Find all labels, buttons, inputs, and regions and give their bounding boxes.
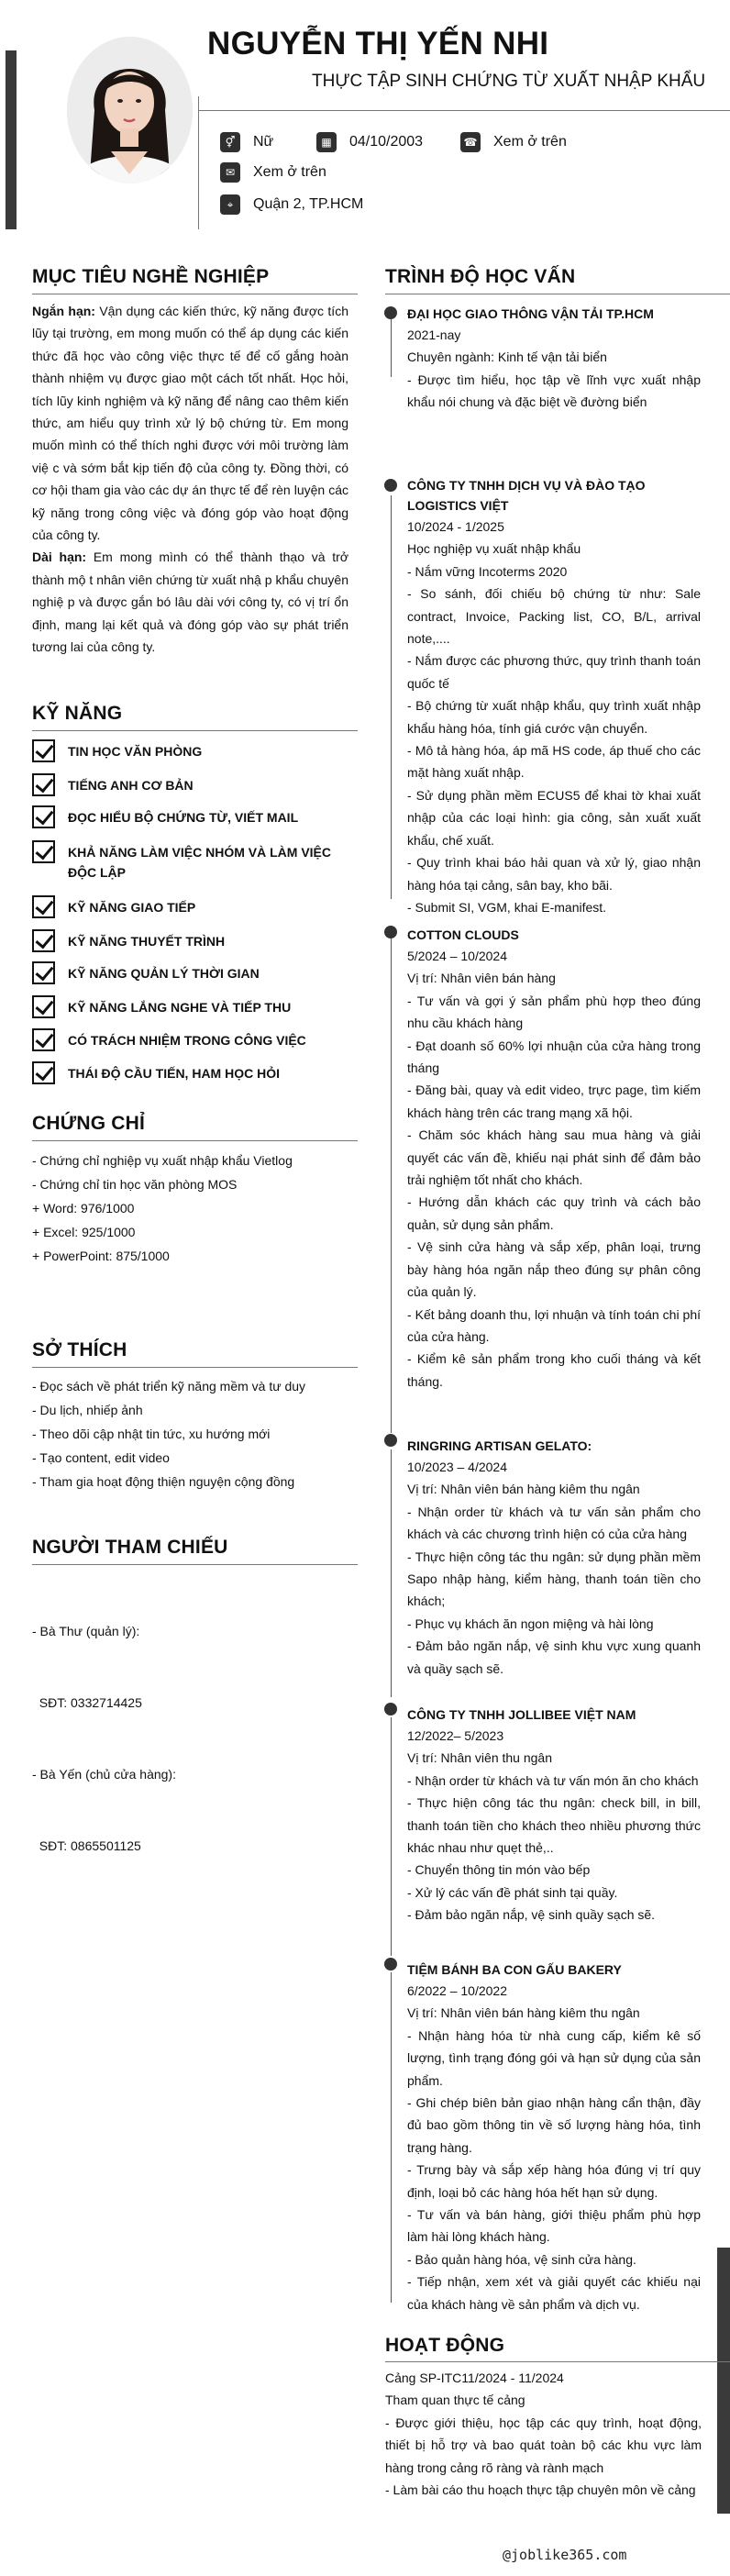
- experience-line: - Ghi chép biên bản giao nhận hàng cẩn thận, đầy đủ bao gồm thông tin về số lượng hàng hóa, tình trạng hàng.: [407, 2095, 701, 2155]
- certificate-item: + Excel: 925/1000: [32, 1225, 136, 1239]
- right-accent-bar: [717, 2248, 730, 2514]
- avatar: [67, 37, 193, 183]
- experience-org: CÔNG TY TNHH JOLLIBEE VIỆT NAM: [407, 1707, 636, 1722]
- experience-entry: [407, 1704, 701, 1926]
- skill-item: CÓ TRÁCH NHIỆM TRONG CÔNG VIỆC: [32, 1030, 362, 1051]
- timeline-dot: [384, 1703, 397, 1715]
- objective-text: [32, 300, 348, 659]
- timeline-dot: [384, 479, 397, 492]
- objective-title: MỤC TIÊU NGHỀ NGHIỆP: [32, 266, 270, 287]
- hobbies-list: [32, 1374, 353, 1493]
- certificates-underline: [32, 1140, 358, 1141]
- experience-org: CÔNG TY TNHH DỊCH VỤ VÀ ĐÀO TẠO LOGISTICS VIỆT: [407, 478, 646, 513]
- skill-item: KHẢ NĂNG LÀM VIỆC NHÓM VÀ LÀM VIỆC ĐỘC LẬP: [32, 842, 362, 883]
- experience-line: - Quy trình khai báo hải quan và xử lý, giao nhận hàng hóa tại cảng, sân bay, kho bãi.: [407, 855, 701, 893]
- timeline-line: [391, 317, 392, 377]
- email-icon: ✉: [220, 162, 240, 183]
- reference-item: - Bà Thư (quản lý):: [32, 1624, 140, 1638]
- gender-value: Nữ: [253, 134, 274, 150]
- checkbox-icon: [32, 739, 55, 762]
- objective-long-text: Em mong mình có thể thành thạo và trở thành mộ t nhân viên chứng từ xuất nhậ p khẩu chuyên nghiệ p và được gắn bó lâu dài với công ty, có vị trí ổn định, mang lại kết quả và đóng góp vào sự phát triển tương lai của công ty.: [32, 550, 349, 655]
- phone-info: [460, 132, 567, 152]
- experience-line: - Đảm bảo ngăn nắp, vệ sinh quầy sạch sẽ.: [407, 1907, 656, 1923]
- references-underline: [32, 1564, 358, 1565]
- email-value: Xem ở trên: [253, 164, 326, 180]
- certificate-item: + Word: 976/1000: [32, 1201, 135, 1216]
- experience-line: - Tư vấn và gợi ý sản phẩm phù hợp theo đúng nhu cầu khách hàng: [407, 993, 701, 1031]
- checkbox-icon: [32, 1028, 55, 1051]
- experience-role: Học nghiệp vụ xuất nhập khẩu: [407, 541, 581, 557]
- activities-title: HOẠT ĐỘNG: [385, 2335, 505, 2356]
- skill-item: KỸ NĂNG THUYẾT TRÌNH: [32, 931, 362, 952]
- skill-item: KỸ NĂNG QUẢN LÝ THỜI GIAN: [32, 963, 362, 984]
- experience-line: - Chuyển thông tin món vào bếp: [407, 1862, 591, 1878]
- activity-line: Tham quan thực tế cảng: [385, 2393, 525, 2408]
- skills-underline: [32, 730, 358, 731]
- experience-line: - Đảm bảo ngăn nắp, vệ sinh khu vực xung quanh và quầy sạch sẽ.: [407, 1638, 701, 1676]
- experience-line: - Vệ sinh cửa hàng và sắp xếp, phân loại, trưng bày hàng hóa ngăn nắp theo đúng sự phân công của quản lý.: [407, 1239, 701, 1300]
- birthdate-info: [316, 132, 423, 152]
- timeline-dot: [384, 306, 397, 319]
- experience-entry: [407, 925, 701, 1393]
- experience-entry: [407, 1960, 701, 2315]
- certificate-item: - Chứng chỉ nghiệp vụ xuất nhập khẩu Vietlog: [32, 1153, 293, 1168]
- experience-line: - Đạt doanh số 60% lợi nhuận của cửa hàng trong tháng: [407, 1038, 701, 1076]
- experience-line: - Kiểm kê sản phẩm trong kho cuối tháng và kết tháng.: [407, 1351, 701, 1389]
- timeline-dot: [384, 926, 397, 938]
- experience-line: - Nhận order từ khách và tư vấn sản phẩm cho khách và các chương trình hiện có của cửa hàng: [407, 1504, 701, 1542]
- phone-value: Xem ở trên: [493, 134, 567, 150]
- skill-item: ĐỌC HIỂU BỘ CHỨNG TỪ, VIẾT MAIL: [32, 807, 362, 828]
- experience-role: Vị trí: Nhân viên bán hàng kiêm thu ngân: [407, 1482, 640, 1497]
- skill-item: THÁI ĐỘ CẦU TIẾN, HAM HỌC HỎI: [32, 1063, 362, 1084]
- timeline-dot: [384, 1434, 397, 1447]
- reference-item: SĐT: 0332714425: [32, 1695, 142, 1710]
- hobby-item: - Tham gia hoạt động thiện nguyện cộng đồng: [32, 1474, 295, 1489]
- birthdate-value: 04/10/2003: [349, 134, 424, 150]
- gender-icon: ⚥: [220, 132, 240, 152]
- hobby-item: - Theo dõi cập nhật tin tức, xu hướng mới: [32, 1427, 271, 1441]
- skill-item: TIN HỌC VĂN PHÒNG: [32, 741, 362, 762]
- experience-line: - Bộ chứng từ xuất nhập khẩu, quy trình xuất nhập khẩu hàng hóa, tính giá cước vận chuyển.: [407, 698, 701, 736]
- experience-line: - Sử dụng phần mềm ECUS5 để khai tờ khai xuất nhập của các loại hình: gia công, sản xuất xuất khẩu, chế xuất.: [407, 787, 701, 848]
- hobbies-title: SỞ THÍCH: [32, 1339, 127, 1360]
- experience-role: Vị trí: Nhân viên bán hàng kiêm thu ngân: [407, 2005, 640, 2021]
- experience-org: COTTON CLOUDS: [407, 927, 519, 942]
- objective-long-label: Dài hạn:: [32, 550, 87, 565]
- experience-period: 10/2024 - 1/2025: [407, 519, 504, 534]
- timeline-line: [391, 1449, 392, 1697]
- experience-line: - Kết bảng doanh thu, lợi nhuận và tính toán chi phí của cửa hàng.: [407, 1306, 701, 1344]
- experience-line: - Nắm vững Incoterms 2020: [407, 563, 568, 579]
- activities-underline: [385, 2361, 730, 2362]
- objective-short-text: Vận dụng các kiến thức, kỹ năng được tích lũy tại trường, em mong muốn có thể áp dụng các kiến thức đã học vào công việc thực tế để cố gắng hoàn thành nhiệm vụ được giao một cách tốt nhất. Học hỏi, tích lũy kinh nghiệm và kỹ năng để nâng cao thêm kiến thức, am hiểu quy trình xử lý bộ chứng từ. Em mong muốn mình có thể thích nghi được với môi trường làm việ c và sớm bắt kịp tiến độ của công ty. Đồng thời, có cơ hội tham gia vào các dự án thực tế để rèn luyện các kỹ năng trong công việc và đóng góp vào hoạt động của công ty.: [32, 304, 348, 543]
- certificate-item: + PowerPoint: 875/1000: [32, 1249, 170, 1263]
- experience-line: - Submit SI, VGM, khai E-manifest.: [407, 899, 607, 915]
- experience-line: - So sánh, đối chiếu bộ chứng từ như: Sale contract, Invoice, Packing list, CO, B/L, arrival note,....: [407, 586, 701, 647]
- checkbox-icon: [32, 961, 55, 984]
- gender-info: [220, 132, 273, 152]
- reference-item: - Bà Yến (chủ cửa hàng):: [32, 1767, 176, 1782]
- experience-line: - Nhận hàng hóa từ nhà cung cấp, kiểm kê số lượng, tình trạng đóng gói và hạn sử dụng của sản phẩm.: [407, 2027, 701, 2088]
- calendar-icon: ▦: [316, 132, 337, 152]
- timeline-dot: [384, 1958, 397, 1971]
- experience-line: - Thực hiện công tác thu ngân: sử dụng phần mềm Sapo nhập hàng, kiểm hàng, thanh toán tiền cho khách;: [407, 1549, 701, 1609]
- watermark: @joblike365.com: [503, 2547, 627, 2563]
- timeline-line: [391, 1717, 392, 1956]
- hobbies-underline: [32, 1367, 358, 1368]
- email-info: [220, 162, 326, 183]
- experience-entry: [407, 1436, 701, 1680]
- experience-period: 10/2023 – 4/2024: [407, 1460, 507, 1474]
- avatar-photo: [67, 37, 193, 183]
- checkbox-icon: [32, 929, 55, 952]
- experience-org: RINGRING ARTISAN GELATO:: [407, 1438, 592, 1453]
- objective-short-label: Ngắn hạn:: [32, 304, 95, 318]
- experience-line: - Xử lý các vấn đề phát sinh tại quầy.: [407, 1884, 618, 1900]
- checkbox-icon: [32, 840, 55, 863]
- experience-line: - Trưng bày và sắp xếp hàng hóa đúng vị trí quy định, loại bỏ các hàng hóa hết hạn sử dụng.: [407, 2162, 701, 2200]
- checkbox-icon: [32, 895, 55, 918]
- activities-entry: [385, 2367, 702, 2501]
- experience-entry: [407, 475, 701, 918]
- phone-icon: ☎: [460, 132, 481, 152]
- references-list: [32, 1571, 353, 1882]
- checkbox-icon: [32, 995, 55, 1018]
- education-entry: [407, 304, 701, 414]
- experience-period: 5/2024 – 10/2024: [407, 949, 507, 963]
- experience-line: - Mô tả hàng hóa, áp mã HS code, áp thuế cho các mặt hàng xuất nhập.: [407, 743, 701, 781]
- experience-org: TIỆM BÁNH BA CON GẤU BAKERY: [407, 1962, 622, 1977]
- activity-line: - Được giới thiệu, học tập các quy trình, hoạt động, thiết bị hỗ trợ và bao quát toàn bộ các khu vực làm hàng trong cảng rõ ràng và rành mạch: [385, 2415, 702, 2475]
- header-divider-horizontal: [198, 110, 730, 111]
- references-title: NGƯỜI THAM CHIẾU: [32, 1537, 228, 1558]
- checkbox-icon: [32, 773, 55, 796]
- experience-line: - Bảo quản hàng hóa, vệ sinh cửa hàng.: [407, 2251, 636, 2267]
- certificate-item: - Chứng chỉ tin học văn phòng MOS: [32, 1177, 238, 1192]
- experience-period: 6/2022 – 10/2022: [407, 1983, 507, 1998]
- experience-line: - Nhận order từ khách và tư vấn món ăn cho khách: [407, 1772, 699, 1788]
- job-title: THỰC TẬP SINH CHỨNG TỪ XUẤT NHẬP KHẨU: [312, 72, 706, 91]
- experience-line: - Nắm được các phương thức, quy trình thanh toán quốc tế: [407, 653, 701, 691]
- education-school: ĐẠI HỌC GIAO THÔNG VẬN TẢI TP.HCM: [407, 306, 654, 321]
- certificates-list: [32, 1149, 353, 1268]
- experience-line: - Hướng dẫn khách các quy trình và cách bảo quản, sử dụng sản phẩm.: [407, 1194, 701, 1232]
- location-icon: ⌖: [220, 194, 240, 215]
- hobby-item: - Tạo content, edit video: [32, 1450, 170, 1465]
- experience-line: - Phục vụ khách ăn ngon miệng và hài lòng: [407, 1616, 654, 1631]
- skill-item: TIẾNG ANH CƠ BẢN: [32, 775, 362, 796]
- skills-title: KỸ NĂNG: [32, 703, 123, 724]
- header-divider-vertical: [198, 96, 199, 229]
- experience-line: - Chăm sóc khách hàng sau mua hàng và giải quyết các vấn đề, khiếu nại phát sinh để đảm bảo trải nghiệm tốt nhất cho khách.: [407, 1127, 701, 1188]
- experience-line: - Tiếp nhận, xem xét và giải quyết các khiếu nại của khách hàng về sản phẩm và dịch vụ.: [407, 2274, 701, 2312]
- certificates-title: CHỨNG CHỈ: [32, 1113, 146, 1134]
- checkbox-icon: [32, 805, 55, 828]
- reference-item: SĐT: 0865501125: [32, 1838, 141, 1853]
- experience-line: - Thực hiện công tác thu ngân: check bill, in bill, thanh toán tiền cho khách theo nhiều phương thức khác nhau như quẹt thẻ,..: [407, 1795, 701, 1856]
- left-accent-bar: [6, 50, 17, 229]
- activity-line: Cảng SP-ITC11/2024 - 11/2024: [385, 2371, 564, 2385]
- experience-line: - Đăng bài, quay và edit video, trực page, tìm kiếm khách hàng trên các trang mạng xã hội.: [407, 1083, 701, 1120]
- candidate-name: NGUYỄN THỊ YẾN NHI: [207, 26, 549, 61]
- skill-item: KỸ NĂNG LẮNG NGHE VÀ TIẾP THU: [32, 997, 362, 1018]
- education-major: Chuyên ngành: Kinh tế vận tải biển: [407, 350, 607, 365]
- experience-line: - Tư vấn và bán hàng, giới thiệu phẩm phù hợp làm hài lòng khách hàng.: [407, 2207, 701, 2245]
- address-value: Quận 2, TP.HCM: [253, 196, 364, 212]
- activity-line: - Làm bài cáo thu hoạch thực tập chuyên môn về cảng: [385, 2482, 696, 2498]
- timeline-line: [391, 495, 392, 899]
- education-period: 2021-nay: [407, 328, 461, 342]
- experience-period: 12/2022– 5/2023: [407, 1728, 504, 1743]
- education-desc: - Được tìm hiểu, học tập về lĩnh vực xuất nhập khẩu nói chung và đặc biệt về đường biển: [407, 372, 701, 410]
- checkbox-icon: [32, 1061, 55, 1084]
- skill-item: KỸ NĂNG GIAO TIẾP: [32, 897, 362, 918]
- experience-role: Vị trí: Nhân viên thu ngân: [407, 1750, 552, 1766]
- timeline-line: [391, 938, 392, 1433]
- hobby-item: - Du lịch, nhiếp ảnh: [32, 1403, 143, 1417]
- address-info: [220, 194, 363, 215]
- experience-role: Vị trí: Nhân viên bán hàng: [407, 971, 556, 986]
- hobby-item: - Đọc sách về phát triển kỹ năng mềm và tư duy: [32, 1379, 306, 1393]
- education-title: TRÌNH ĐỘ HỌC VẤN: [385, 266, 576, 287]
- timeline-line: [391, 1972, 392, 2303]
